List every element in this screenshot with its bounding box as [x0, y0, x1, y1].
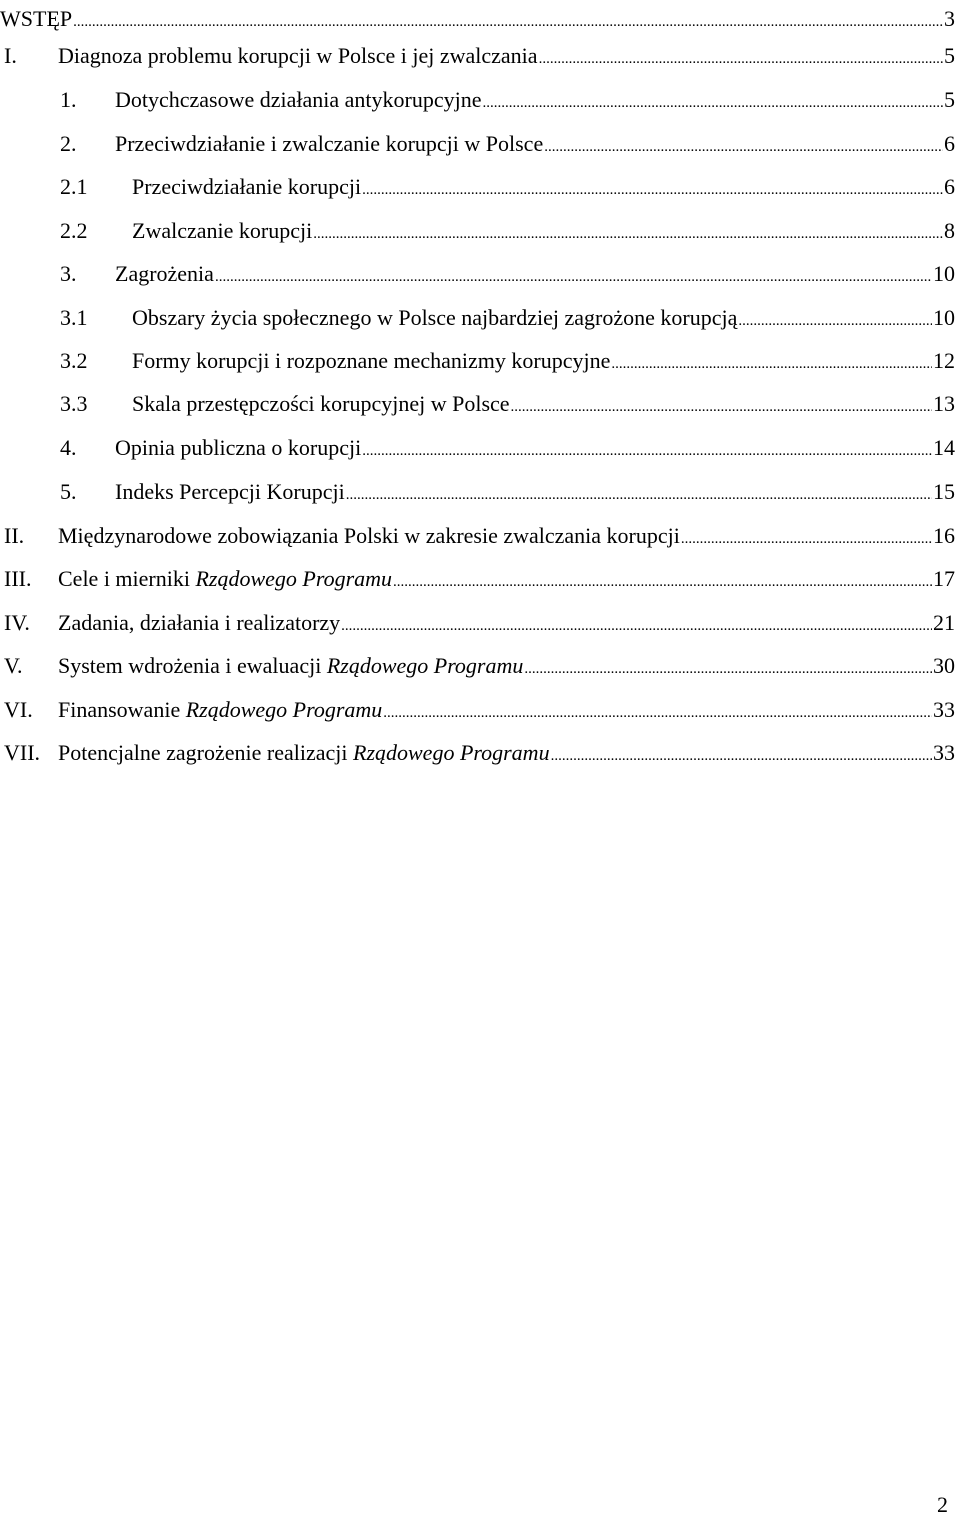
dot-leader	[362, 175, 943, 205]
toc-entry-title	[132, 303, 737, 333]
toc-entry-title	[132, 172, 361, 202]
toc-entry-number: V.	[4, 653, 23, 678]
toc-entry-title-text: System wdrożenia i ewaluacji	[58, 653, 327, 678]
toc-entry-page: 10	[933, 261, 955, 286]
toc-entry-title-text: Obszary życia społecznego w Polsce najbardziej zagrożone korupcją	[132, 305, 738, 330]
toc-entry-page: 5	[944, 43, 955, 68]
toc-entry[interactable]	[0, 4, 955, 34]
toc-entry-title-text: Potencjalne zagrożenie realizacji	[58, 740, 353, 765]
toc-entry-title-text: WSTĘP	[0, 6, 73, 31]
toc-entry[interactable]	[0, 303, 955, 333]
toc-entry[interactable]	[0, 172, 955, 202]
toc-entry-page: 3	[944, 6, 955, 31]
toc-entry-number: 5.	[60, 479, 77, 504]
toc-entry-number: 3.2	[60, 348, 88, 373]
toc-entry[interactable]	[0, 129, 955, 159]
dot-leader	[215, 262, 932, 292]
toc-entry[interactable]	[0, 651, 955, 681]
toc-entry-title-italic: Rządowego Programu	[326, 653, 524, 678]
toc-entry-title-text: Skala przestępczości korupcyjnej w Polsce	[132, 391, 510, 416]
toc-entry-page: 5	[944, 87, 955, 112]
toc-entry-page: 6	[944, 174, 955, 199]
toc-entry[interactable]	[0, 608, 955, 638]
toc-entry-title	[58, 608, 340, 638]
toc-entry-title	[0, 4, 72, 34]
toc-entry-title	[58, 738, 550, 768]
toc-entry-title	[132, 346, 610, 376]
toc-entry-title-text: Dotychczasowe działania antykorupcyjne	[115, 87, 482, 112]
toc-entry-page: 13	[933, 391, 955, 416]
toc-entry-page: 33	[933, 740, 955, 765]
toc-entry[interactable]	[0, 521, 955, 551]
toc-entry-page: 21	[933, 610, 955, 635]
toc-entry-number: 2.2	[60, 218, 88, 243]
dot-leader	[393, 567, 932, 597]
toc-entry-title-text: Diagnoza problemu korupcji w Polsce i jej zwalczania	[58, 43, 538, 68]
toc-entry-title	[115, 129, 543, 159]
toc-entry-title-text: Finansowanie	[58, 697, 186, 722]
toc-entry-title-text: Międzynarodowe zobowiązania Polski w zakresie zwalczania korupcji	[58, 523, 680, 548]
dot-leader	[362, 436, 932, 466]
toc-entry-title-text: Opinia publiczna o korupcji	[115, 435, 362, 460]
toc-entry[interactable]	[0, 564, 955, 594]
dot-leader	[483, 88, 943, 118]
toc-entry-title	[115, 477, 345, 507]
toc-entry-title	[58, 41, 538, 71]
dot-leader	[544, 132, 943, 162]
dot-leader	[539, 44, 943, 74]
toc-entry[interactable]	[0, 216, 955, 246]
toc-entry-number: 4.	[60, 435, 77, 460]
toc-entry-page: 14	[933, 435, 955, 460]
toc-entry-number: 2.1	[60, 174, 88, 199]
toc-entry-page: 17	[933, 566, 955, 591]
page-number: 2	[937, 1492, 948, 1517]
toc-entry-number: 2.	[60, 131, 77, 156]
toc-entry-page: 15	[933, 479, 955, 504]
toc-entry-title-text: Formy korupcji i rozpoznane mechanizmy korupcyjne	[132, 348, 611, 373]
toc-entry-title-text: Przeciwdziałanie i zwalczanie korupcji w Polsce	[115, 131, 544, 156]
dot-leader	[524, 654, 932, 684]
toc-entry-title-text: Zwalczanie korupcji	[132, 218, 313, 243]
toc-entry[interactable]	[0, 477, 955, 507]
toc-entry-number: VI.	[4, 697, 33, 722]
toc-entry-title	[58, 521, 680, 551]
toc-entry-title	[58, 695, 382, 725]
toc-entry-title	[58, 564, 392, 594]
dot-leader	[383, 698, 932, 728]
toc-entry[interactable]	[0, 738, 955, 768]
toc-entry-number: 1.	[60, 87, 77, 112]
toc-entry-number: IV.	[4, 610, 30, 635]
toc-entry-title-text: Indeks Percepcji Korupcji	[115, 479, 345, 504]
toc-entry-title-text: Przeciwdziałanie korupcji	[132, 174, 362, 199]
toc-entry-number: 3.	[60, 261, 77, 286]
dot-leader	[511, 392, 932, 422]
toc-entry[interactable]	[0, 85, 955, 115]
toc-entry[interactable]	[0, 695, 955, 725]
toc-entry-number: I.	[4, 43, 17, 68]
dot-leader	[681, 524, 932, 554]
dot-leader	[73, 7, 943, 37]
toc-entry-number: 3.3	[60, 391, 88, 416]
toc-entry-title-italic: Rządowego Programu	[195, 566, 393, 591]
toc-entry-title	[132, 389, 510, 419]
toc-entry-title	[58, 651, 523, 681]
toc-entry-title-italic: Rządowego Programu	[185, 697, 383, 722]
toc-entry-title	[115, 259, 214, 289]
toc-entry-page: 6	[944, 131, 955, 156]
toc-entry-number: VII.	[4, 740, 41, 765]
toc-entry-title-text: Zagrożenia	[115, 261, 214, 286]
toc-entry-page: 10	[933, 305, 955, 330]
toc-entry[interactable]	[0, 389, 955, 419]
toc-entry-page: 12	[933, 348, 955, 373]
dot-leader	[738, 306, 932, 336]
toc-entry-title	[115, 85, 482, 115]
toc-entry-number: III.	[4, 566, 32, 591]
toc-entry-title-text: Zadania, działania i realizatorzy	[58, 610, 341, 635]
dot-leader	[346, 480, 932, 510]
toc-entry-page: 30	[933, 653, 955, 678]
toc-entry-title-text: Cele i mierniki	[58, 566, 196, 591]
toc-entry-page: 16	[933, 523, 955, 548]
toc-entry[interactable]	[0, 433, 955, 463]
toc-entry-page: 33	[933, 697, 955, 722]
toc-entry-title	[115, 433, 361, 463]
dot-leader	[551, 741, 932, 771]
toc-entry[interactable]	[0, 259, 955, 289]
toc-entry-title	[132, 216, 312, 246]
toc-entry[interactable]	[0, 346, 955, 376]
dot-leader	[341, 611, 932, 641]
toc-entry-page: 8	[944, 218, 955, 243]
dot-leader	[313, 219, 943, 249]
dot-leader	[611, 349, 932, 379]
toc-entry-number: II.	[4, 523, 25, 548]
toc-entry-number: 3.1	[60, 305, 88, 330]
toc-entry[interactable]	[0, 41, 955, 71]
toc-entry-title-italic: Rządowego Programu	[353, 740, 550, 765]
